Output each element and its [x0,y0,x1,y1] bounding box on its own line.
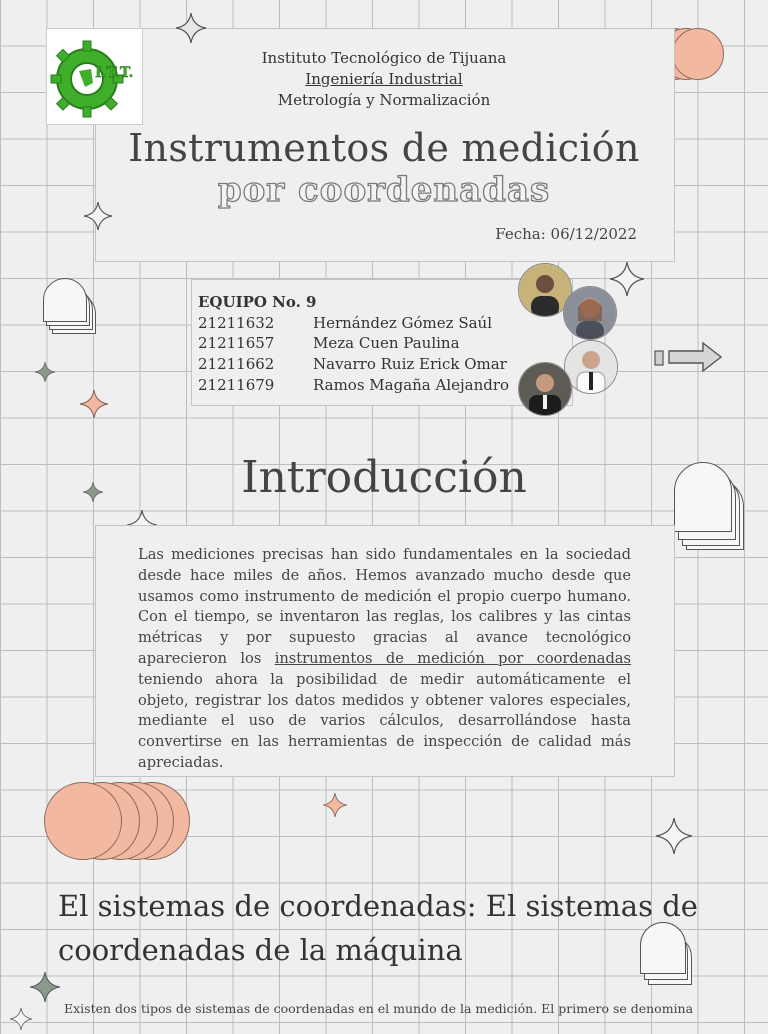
intro-paragraph [138,545,631,774]
team-member [198,334,460,352]
sparkle-icon [35,362,55,386]
member-name: Meza Cuen Paulina [313,334,460,352]
member-id: 21211632 [198,314,275,332]
member-name: Hernández Gómez Saúl [313,314,493,332]
section-heading: El sistemas de coordenadas: El sistemas de coordenadas de la máquina [58,889,698,967]
sparkle-icon [80,390,108,422]
decor-circle [44,782,122,860]
member-photo [563,286,617,340]
intro-highlight: instrumentos de medición por coordenadas [274,649,631,667]
member-id: 21211679 [198,376,275,394]
program-name: Ingeniería Industrial [305,70,463,88]
intro-text-start: Las mediciones precisas han sido fundamentales en la sociedad desde hace miles de años. Hemos avanzado mucho desde que usamos como instrumento de medición el propio cuerpo humano. Con el tiempo, se inventaron las reglas, los calibres y las cintas métricas y por supuesto gracias al avance tecnológico aparecieron los [138,546,631,667]
member-name: Navarro Ruiz Erick Omar [313,355,507,373]
sparkle-icon [610,262,644,300]
member-name: Ramos Magaña Alejandro [313,376,510,394]
institution-name: Instituto Tecnológico de Tijuana [261,49,507,67]
date-label: Fecha: 06/12/2022 [495,225,637,243]
page-subtitle: por coordenadas [217,170,551,210]
page-title: Instrumentos de medición [128,126,640,170]
sparkle-icon [84,202,112,234]
sparkle-icon [10,1008,32,1034]
member-id: 21211662 [198,355,275,373]
intro-text-end: teniendo ahora la posibilidad de medir automáticamente el objeto, registrar los datos medidos y obtener valores especiales, mediante el uso de varios cálculos, desarrollándose hasta convertirse en las herramientas de inspección de calidad más apreciadas. [138,670,631,771]
member-photo [518,362,572,416]
team-title: EQUIPO No. 9 [198,293,317,311]
team-member [198,355,507,373]
team-member [198,314,492,332]
team-member [198,376,509,394]
decor-arch [43,278,87,322]
member-id: 21211657 [198,334,275,352]
sparkle-icon [176,13,206,47]
logo-text: I.T.T. [95,65,134,81]
course-name: Metrología y Normalización [277,91,491,109]
sparkle-icon [656,818,692,858]
intro-heading: Introducción [241,452,527,503]
decor-circle [672,28,724,80]
section-paragraph: Existen dos tipos de sistemas de coordenadas en el mundo de la medición. El primero se denomina [64,1001,694,1016]
member-photo [564,340,618,394]
arrow-right-icon [653,340,725,378]
sparkle-icon [30,972,60,1006]
sparkle-icon [323,793,347,821]
